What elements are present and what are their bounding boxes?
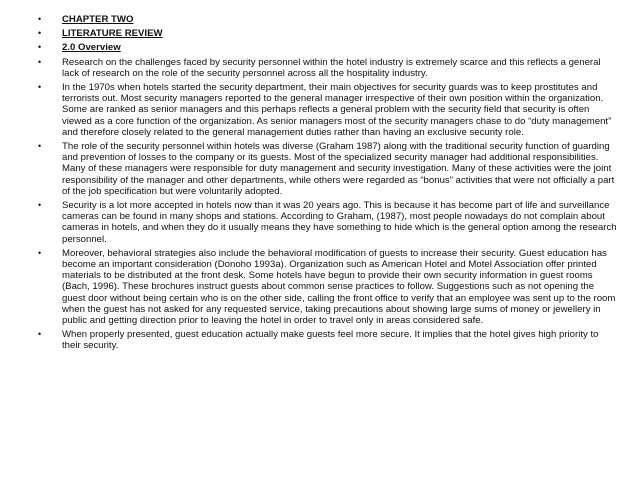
paragraph-bullet-item xyxy=(38,57,618,79)
bullet-icon: • xyxy=(38,42,42,53)
paragraph-bullet-item xyxy=(38,329,618,351)
heading-bullet-item xyxy=(38,14,618,25)
bullet-icon: • xyxy=(38,200,42,211)
paragraph-bullet-item xyxy=(38,200,618,245)
bullet-list xyxy=(38,14,618,355)
bullet-icon: • xyxy=(38,56,42,67)
heading-bullet-item xyxy=(38,42,618,53)
heading-text: CHAPTER TWO xyxy=(62,14,134,25)
paragraph-bullet-item xyxy=(38,248,618,326)
paragraph-text: Moreover, behavioral strategies also include the behavioral modification of guests to increase their security. Guest education has become an important consideration (Donoho 1993a). Organization such as American Hotel and Motel Association offer printed materials to be distributed at the front desk. Some hotels have begun to provide their own security information in guest rooms (Bach, 1996). These brochures instruct guests about common sense practices to follow. Suggestions such as not opening the guest door without being certain who is on the other side, calling the front office to verify that an employee was sent up to the room when the guest has not asked for any requested service, taking precautions about showing large sums of money or jewellery in public and getting direction prior to leaving the hotel in order to travel only in areas considered safe. xyxy=(62,247,616,327)
paragraph-text: When properly presented, guest education actually make guests feel more secure. It implies that the hotel gives high priority to their security. xyxy=(62,329,599,352)
bullet-icon: • xyxy=(38,14,42,24)
paragraph-text: Security is a lot more accepted in hotels now than it was 20 years ago. This is because it has become part of life and surveillance cameras can be found in many shops and stations. According to Graham, (1987), most people nowadays do not complain about cameras in hotels, and when they do it usually means they have something to hide which is the general option among the research personnel. xyxy=(62,200,617,245)
paragraph-text: In the 1970s when hotels started the security department, their main objectives for security guards was to keep prostitutes and terrorists out. Most security managers reported to the general manager irrespective of their own position within the organization. Some are ranked as senior managers and this perhaps reflects a general problem with the security field that security is often viewed as a core function of the organization. As senior managers most of the security managers chase to do “duty management” and therefore closely related to the general management duties rather than having an exclusive security role. xyxy=(62,82,612,138)
paragraph-bullet-item xyxy=(38,141,618,197)
bullet-icon: • xyxy=(38,247,42,258)
paragraph-text: Research on the challenges faced by security personnel within the hotel industry is extremely scarce and this reflects a general lack of research on the role of the security personnel across all the hospitality industry. xyxy=(62,56,601,79)
paragraph-bullet-item xyxy=(38,82,618,138)
bullet-icon: • xyxy=(38,28,42,39)
paragraph-text: The role of the security personnel within hotels was diverse (Graham 1987) along with the traditional security function of guarding and prevention of losses to the company or its guests. Most of the specialized security manager had additional responsibilities. Many of these managers were responsible for duty management and security investigation. Many of these activities were the joint responsibility of the manager and other departments, while others were regarded as “bonus” activities that were not officially a part of the job specification but were voluntarily adopted. xyxy=(62,141,615,197)
heading-text: 2.0 Overview xyxy=(62,42,121,54)
bullet-icon: • xyxy=(38,141,42,152)
bullet-icon: • xyxy=(38,329,42,340)
heading-text: LITERATURE REVIEW xyxy=(62,28,163,40)
heading-bullet-item xyxy=(38,28,618,39)
bullet-icon: • xyxy=(38,82,42,93)
